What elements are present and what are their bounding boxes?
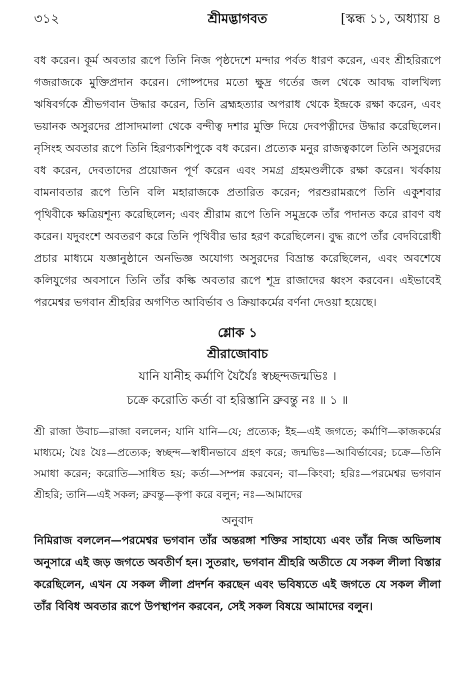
verse-line-1: যানি যানীহ কর্মাণি যৈর্যৈঃ স্বচ্ছন্দজন্মভিঃ ।: [138, 369, 337, 383]
translation-heading: অনুবাদ: [221, 514, 254, 527]
page-body: [34, 50, 441, 618]
translation-text: নিমিরাজ বললেন—পরমেশ্বর ভগবান তাঁর অন্তরঙ্গা শক্তির সাহায্যে এবং তাঁর নিজ অভিলাষ অনুসারে এই জড় জগতে অবতীর্ণ হন। সুতরাং, ভগবান শ্রীহরি অতীতে যে সকল লীলা বিস্তার করেছিলেন, এখন যে সকল লীলা প্রদর্শন করছেন এবং ভবিষ্যতে এই জগতে যে সকল লীলা তাঁর বিবিধ অবতার রূপে উপস্থাপন করবেন, সেই সকল বিষয়ে আমাদের বলুন।: [34, 534, 441, 613]
purport-text: বধ করেন। কূর্ম অবতার রূপে তিনি নিজ পৃষ্ঠদেশে মন্দার পর্বত ধারণ করেন, এবং শ্রীহরিরূপে গজরাজকে মুক্তিপ্রদান করেন। গোষ্পদের মতো ক্ষুদ্র গর্তের জল থেকে আবদ্ধ বালখিল্য ঋষিবর্গকে শ্রীভগবান উদ্ধার করেন, তিনি ব্রহ্মহত্যার অপরাধ থেকে ইন্দ্রকে রক্ষা করেন, এবং ভয়ানক অসুরদের প্রাসাদমালা থেকে বন্দীত্ব দশার মুক্তি দিয়ে দেবপত্নীদের উদ্ধার করেছিলেন। নৃসিংহ অবতার রূপে তিনি হিরণ্যকশিপুকে বধ করেন। প্রত্যেক মনুর রাজত্বকালে তিনি অসুরদের বধ করেন, দেবতাদের প্রয়োজন পূর্ণ করেন এবং সমগ্র গ্রহমণ্ডলীকে রক্ষা করেন। খর্বকায় বামনাবতার রূপে তিনি বলি মহারাজকে প্রতারিত করেন; পরশুরামরূপে তিনি একুশবার পৃথিবীকে ক্ষত্রিয়শূন্য করেছিলেন; এবং শ্রীরাম রূপে তিনি সমুদ্রকে তাঁর পদানত করে রাবণ বধ করেন। যদুবংশে অবতরণ করে তিনি পৃথিবীর ভার হরণ করেছিলেন। বুদ্ধ রূপে তাঁর বেদবিরোধী প্রচার মাধ্যমে যজ্ঞানুষ্ঠানে অনভিজ্ঞ অযোগ্য অসুরদের বিভ্রান্ত করেছিলেন, এবং অবশেষে কলিযুগের অবসানে তিনি তাঁর কল্কি অবতার রূপে শূদ্র রাজাদের ধ্বংস করবেন। এইভাবেই পরমেশ্বর ভগবান শ্রীহরির অগণিত আবির্ভাব ও ক্রিয়াকর্মের বর্ণনা দেওয়া হয়েছে।: [34, 54, 441, 309]
word-meanings: শ্রী রাজা উবাচ—রাজা বললেন; যানি যানি—যে; প্রত্যেক; ইহ—এই জগতে; কর্মাণি—কাজকর্মের মাধ্যমে; যৈঃ যৈঃ—প্রত্যেক; স্বচ্ছন্দ—স্বাধীনভাবে গ্রহণ করে; জন্মভিঃ—আবির্ভাবের; চক্রে—তিনি সমাধা করেন; করোতি—সাধিত হয়; কর্তা—সম্পন্ন করবেন; বা—কিংবা; হরিঃ—পরমেশ্বর ভগবান শ্রীহরি; তানি—এই সকল; ব্রুবন্তু—কৃপা করে বলুন; নঃ—আমাদের: [34, 426, 441, 501]
book-title: শ্রীমদ্ভাগবত: [207, 12, 268, 27]
verse-title: শ্লোক ১: [217, 326, 258, 341]
verse-speaker: শ্রীরাজোবাচ: [207, 346, 268, 361]
verse-line-2: চক্রে করোতি কর্তা বা হরিস্তানি ব্রুবন্তু নঃ ॥ ১ ॥: [126, 393, 349, 407]
page-header: [34, 10, 441, 30]
section-reference: [স্কন্ধ ১১, অধ্যায় ৪: [340, 12, 441, 27]
page-number: ৩১২: [34, 12, 60, 27]
